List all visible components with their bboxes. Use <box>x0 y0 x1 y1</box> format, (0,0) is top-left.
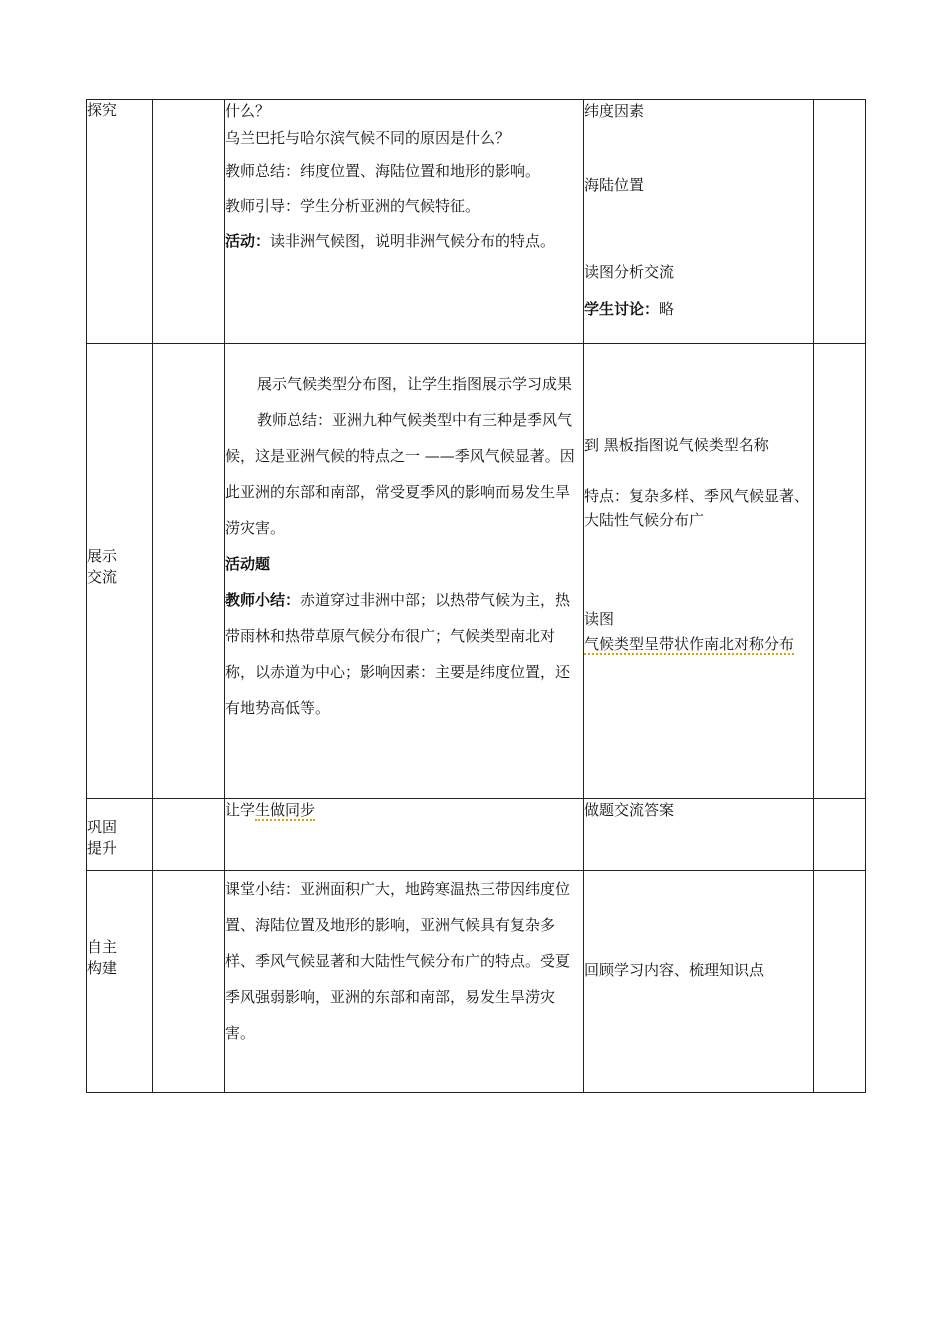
student-activity-cell <box>584 100 814 344</box>
empty-cell <box>153 344 225 799</box>
summary-label: 教师小结： <box>225 591 301 609</box>
stage-label: 交流 <box>87 568 118 586</box>
student-line: 海陆位置 <box>584 176 645 194</box>
stage-label: 构建 <box>87 959 118 977</box>
summary-paragraph: 课堂小结：亚洲面积广大，地跨寒温热三带因纬度位置、海陆位置及地形的影响，亚洲气候具有复杂多样、季风气候显著和大陆性气候分布广的特点。受夏季风强弱影响，亚洲的东部和南部，易发生旱涝灾害。 <box>225 880 571 1042</box>
student-line: 到 黑板指图说气候类型名称 <box>584 436 769 454</box>
stage-label: 自主 <box>87 938 118 956</box>
stage-cell <box>87 344 153 799</box>
stage-label: 探究 <box>87 101 118 119</box>
table-row <box>87 344 866 799</box>
table-row <box>87 799 866 871</box>
discussion-label: 学生讨论： <box>584 300 660 318</box>
stage-label: 展示 <box>87 547 118 565</box>
content-line: 让学生做同步 <box>225 801 316 819</box>
table-row <box>87 871 866 1093</box>
stage-cell <box>87 799 153 871</box>
stage-cell <box>87 100 153 344</box>
lesson-plan-table <box>86 99 866 1093</box>
activity-text: 读非洲气候图，说明非洲气候分布的特点。 <box>270 232 556 250</box>
empty-cell <box>153 100 225 344</box>
student-line: 回顾学习内容、梳理知识点 <box>584 961 765 979</box>
student-line: 读图 <box>584 610 615 628</box>
discussion-line <box>584 298 813 320</box>
content-paragraph: 展示气候类型分布图，让学生指图展示学习成果 <box>257 375 573 393</box>
activity-line <box>225 224 583 258</box>
student-activity-cell <box>584 871 814 1093</box>
content-paragraph: 教师总结：亚洲九种气候类型中有三种是季风气候，这是亚洲气候的特点之一 ——季风气候显著。因此亚洲的东部和南部，常受夏季风的影响而易发生旱涝灾害。 <box>225 411 575 537</box>
stage-label: 巩固 <box>87 818 118 836</box>
student-line: 特点：复杂多样、季风气候显著、大陆性气候分布广 <box>584 487 810 529</box>
teacher-activity-cell <box>225 344 584 799</box>
summary-paragraph <box>225 582 583 726</box>
content-line: 乌兰巴托与哈尔滨气候不同的原因是什么？ <box>225 129 511 147</box>
summary-text: 赤道穿过非洲中部；以热带气候为主，热带雨林和热带草原气候分布很广；气候类型南北对称，以赤道为中心；影响因素：主要是纬度位置，还有地势高低等。 <box>225 591 571 717</box>
teacher-activity-cell <box>225 799 584 871</box>
student-activity-cell <box>584 799 814 871</box>
student-line: 读图分析交流 <box>584 263 675 281</box>
empty-cell <box>814 100 866 344</box>
empty-cell <box>814 799 866 871</box>
activity-title: 活动题 <box>225 555 271 573</box>
teacher-activity-cell <box>225 871 584 1093</box>
student-line: 纬度因素 <box>584 102 645 120</box>
student-line: 做题交流答案 <box>584 801 675 819</box>
stage-cell <box>87 871 153 1093</box>
stage-label: 提升 <box>87 839 118 857</box>
empty-cell <box>814 344 866 799</box>
teacher-activity-cell <box>225 100 584 344</box>
empty-cell <box>153 871 225 1093</box>
content-line: 什么？ <box>225 102 271 120</box>
content-line: 教师总结：纬度位置、海陆位置和地形的影响。 <box>225 162 541 180</box>
table-row <box>87 100 866 344</box>
student-line: 气候类型呈带状作南北对称分布 <box>584 635 795 653</box>
discussion-text: 略 <box>659 300 675 318</box>
empty-cell <box>153 799 225 871</box>
activity-label: 活动： <box>225 232 271 250</box>
content-line: 教师引导：学生分析亚洲的气候特征。 <box>225 197 481 215</box>
empty-cell <box>814 871 866 1093</box>
student-activity-cell <box>584 344 814 799</box>
